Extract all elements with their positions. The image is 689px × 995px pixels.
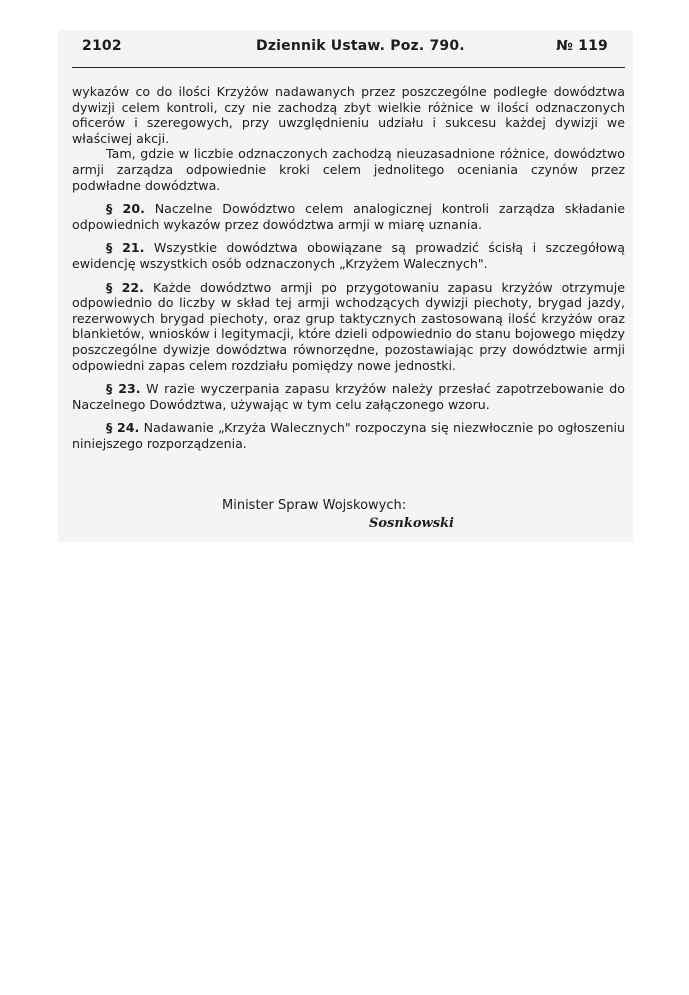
section-21-text: Wszystkie dowództwa obowiązane są prowadzić ścisłą i szczegółową ewidencję wszystkich osób odznaczonych „Krzyżem Walecznych". xyxy=(72,240,625,271)
signature-title: Minister Spraw Wojskowych: xyxy=(222,498,407,513)
section-24-text: Nadawanie „Krzyża Walecznych" rozpoczyna się niezwłocznie po ogłoszeniu niniejszego rozporządzenia. xyxy=(72,420,625,451)
document-body xyxy=(72,84,625,451)
section-21 xyxy=(72,240,625,271)
section-20-text: Naczelne Dowództwo celem analogicznej kontroli zarządza składanie odpowiednich wykazów przez dowództwa armji w miarę uznania. xyxy=(72,201,625,232)
paragraph-differences: Tam, gdzie w liczbie odznaczonych zachodzą nieuzasadnione różnice, dowództwo armji zarządza odpowiednie kroki celem jednolitego oceniania czynów przez podwładne dowództwa. xyxy=(72,146,625,193)
section-22 xyxy=(72,280,625,374)
page-number: 2102 xyxy=(82,38,122,54)
paragraph-continuation: wykazów co do ilości Krzyżów nadawanych przez poszczególne podległe dowództwa dywizji celem kontroli, czy nie zachodzą zbyt wielkie różnice w ilości odznaczonych oficerów i szeregowych, przy uwzględnieniu udziału i sukcesu każdej dywizji we właściwej akcji. xyxy=(72,84,625,146)
page-header xyxy=(80,36,608,58)
section-23 xyxy=(72,381,625,412)
section-24 xyxy=(72,420,625,451)
section-22-text: Każde dowództwo armji po przygotowaniu zapasu krzyżów otrzymuje odpowiednio do liczby w skład tej armji wchodzących dywizji piechoty, brygad jazdy, rezerwowych brygad piechoty, oraz grup taktycznych zastosowaną ilość krzyżów oraz blankietów, wniosków i legitymacji, które dzieli odpowiednio do stanu bojowego między poszczególne dywizje dowództwa równorzędne, pozostawiając przy dowództwie armji odpowiedni zapas celem rozdziału pomiędzy nowe jednostki. xyxy=(72,279,625,373)
issue-number: № 119 xyxy=(556,38,608,54)
section-22-label: § 22. xyxy=(106,279,144,295)
section-20 xyxy=(72,201,625,232)
section-24-label: § 24. xyxy=(106,420,140,436)
signature-name: Sosnkowski xyxy=(369,516,454,531)
section-20-label: § 20. xyxy=(106,201,145,217)
section-23-label: § 23. xyxy=(106,381,141,397)
section-23-text: W razie wyczerpania zapasu krzyżów należy przesłać zapotrzebowanie do Naczelnego Dowództwa, używając w tym celu załączonego wzoru. xyxy=(72,381,625,412)
header-rule xyxy=(72,67,625,68)
journal-title: Dziennik Ustaw. Poz. 790. xyxy=(256,38,465,54)
section-21-label: § 21. xyxy=(106,240,145,256)
